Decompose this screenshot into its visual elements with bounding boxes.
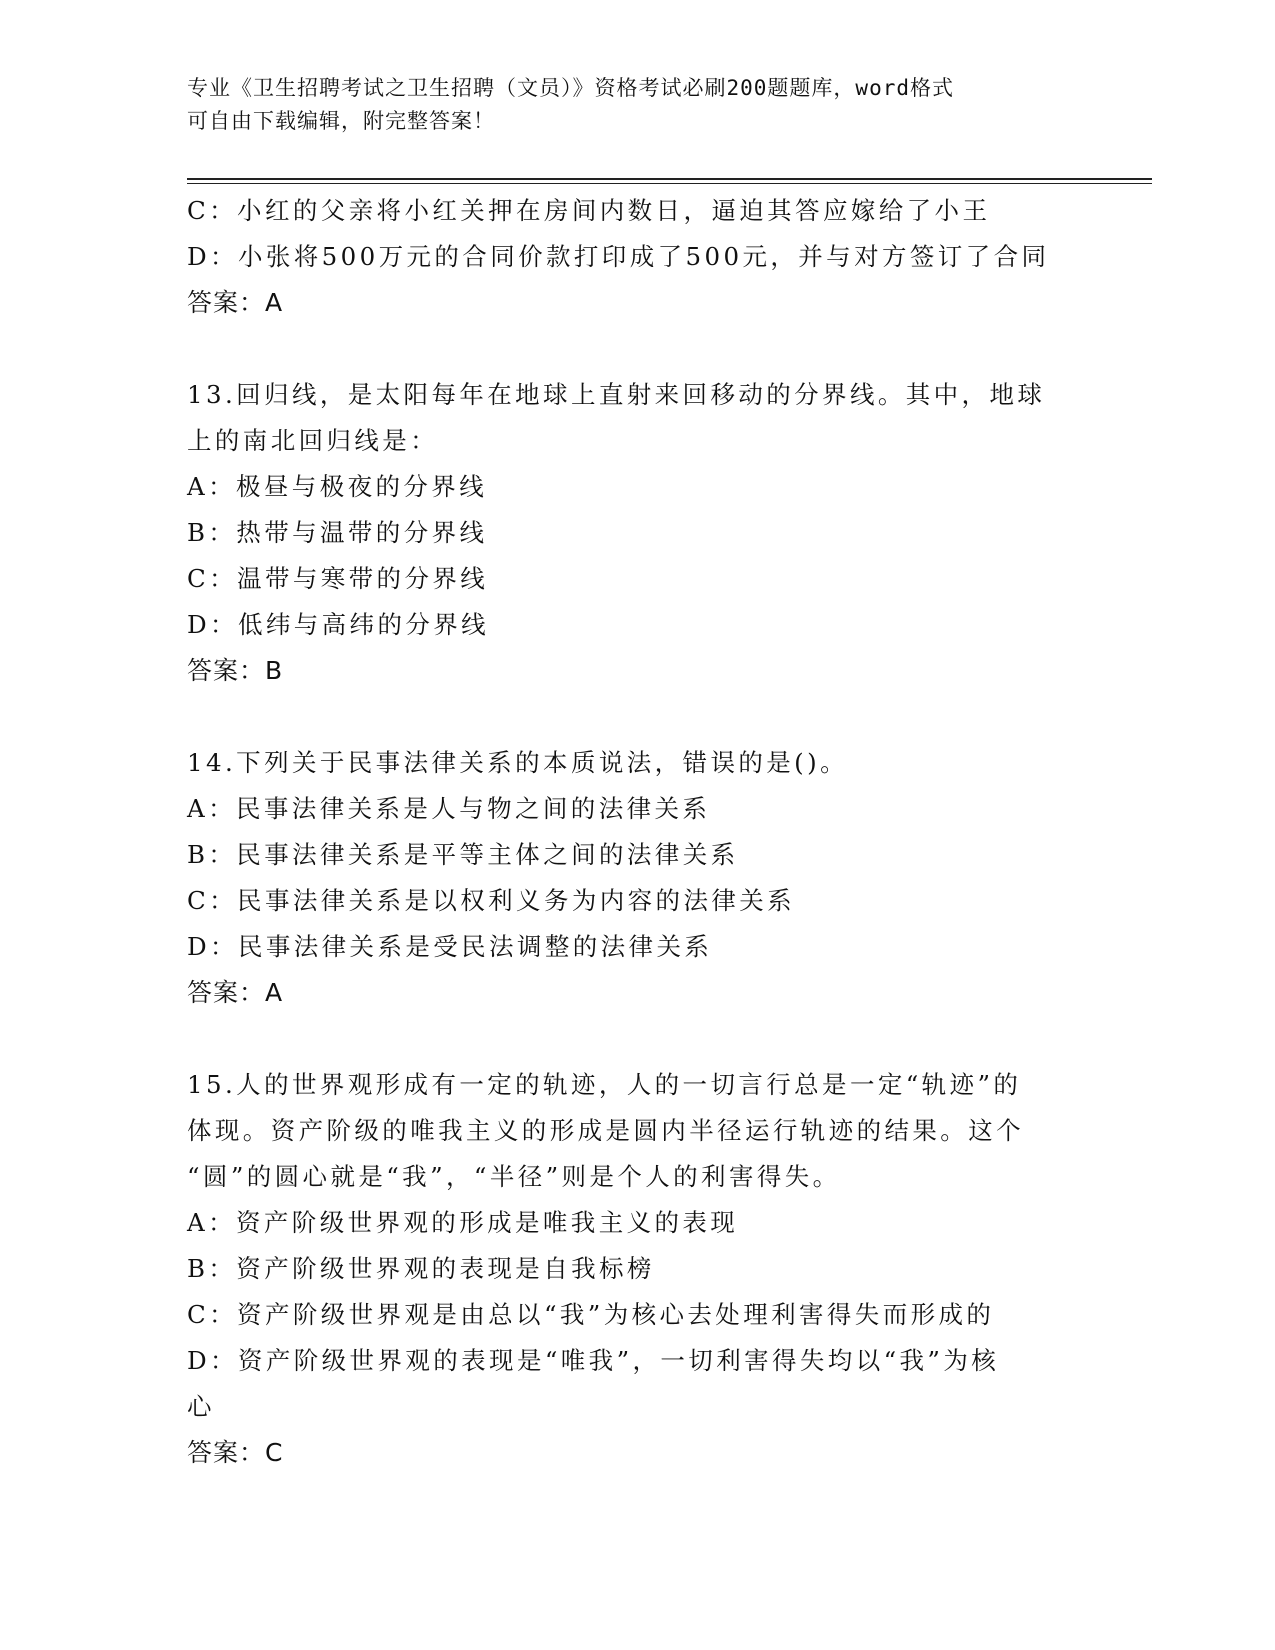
option-c: C：小红的父亲将小红关押在房间内数日，逼迫其答应嫁给了小王 xyxy=(187,196,991,225)
question-list xyxy=(187,188,1067,1476)
option-b: B：热带与温带的分界线 xyxy=(187,518,488,547)
header-line-1: 专业《卫生招聘考试之卫生招聘（文员）》资格考试必刷200题题库，word格式 xyxy=(187,76,954,100)
answer-line: 答案：A xyxy=(187,288,284,317)
option-a: A：极昼与极夜的分界线 xyxy=(187,472,488,501)
question-stem: 13.回归线，是太阳每年在地球上直射来回移动的分界线。其中，地球 xyxy=(187,380,1046,409)
spacer xyxy=(187,1016,1067,1062)
option-c: C：民事法律关系是以权利义务为内容的法律关系 xyxy=(187,886,796,915)
option-d: D：资产阶级世界观的表现是“唯我”，一切利害得失均以“我”为核 xyxy=(187,1346,1000,1375)
question-13 xyxy=(187,372,1067,694)
option-d-continuation: 心 xyxy=(187,1392,215,1421)
option-b: B：资产阶级世界观的表现是自我标榜 xyxy=(187,1254,655,1283)
answer-line: 答案：A xyxy=(187,978,284,1007)
document-header xyxy=(187,72,1047,138)
answer-line: 答案：C xyxy=(187,1438,284,1467)
option-c: C：温带与寒带的分界线 xyxy=(187,564,489,593)
header-line-2: 可自由下载编辑，附完整答案！ xyxy=(187,109,495,133)
question-stem: 体现。资产阶级的唯我主义的形成是圆内半径运行轨迹的结果。这个 xyxy=(187,1116,1024,1145)
question-stem: 上的南北回归线是： xyxy=(187,426,439,455)
option-c: C：资产阶级世界观是由总以“我”为核心去处理利害得失而形成的 xyxy=(187,1300,995,1329)
question-stem: 14.下列关于民事法律关系的本质说法，错误的是()。 xyxy=(187,748,848,777)
question-15 xyxy=(187,1062,1067,1476)
option-d: D：低纬与高纬的分界线 xyxy=(187,610,490,639)
header-divider-thin xyxy=(187,183,1152,184)
option-d: D：小张将500万元的合同价款打印成了500元，并与对方签订了合同 xyxy=(187,242,1050,271)
option-a: A：民事法律关系是人与物之间的法律关系 xyxy=(187,794,711,823)
answer-line: 答案：B xyxy=(187,656,284,685)
question-14 xyxy=(187,740,1067,1016)
option-d: D：民事法律关系是受民法调整的法律关系 xyxy=(187,932,713,961)
spacer xyxy=(187,326,1067,372)
spacer xyxy=(187,694,1067,740)
question-stem: “圆”的圆心就是“我”，“半径”则是个人的利害得失。 xyxy=(187,1162,841,1191)
option-b: B：民事法律关系是平等主体之间的法律关系 xyxy=(187,840,739,869)
question-stem: 15.人的世界观形成有一定的轨迹，人的一切言行总是一定“轨迹”的 xyxy=(187,1070,1022,1099)
option-a: A：资产阶级世界观的形成是唯我主义的表现 xyxy=(187,1208,739,1237)
header-divider-thick xyxy=(187,178,1152,180)
question-12-continuation xyxy=(187,188,1067,326)
